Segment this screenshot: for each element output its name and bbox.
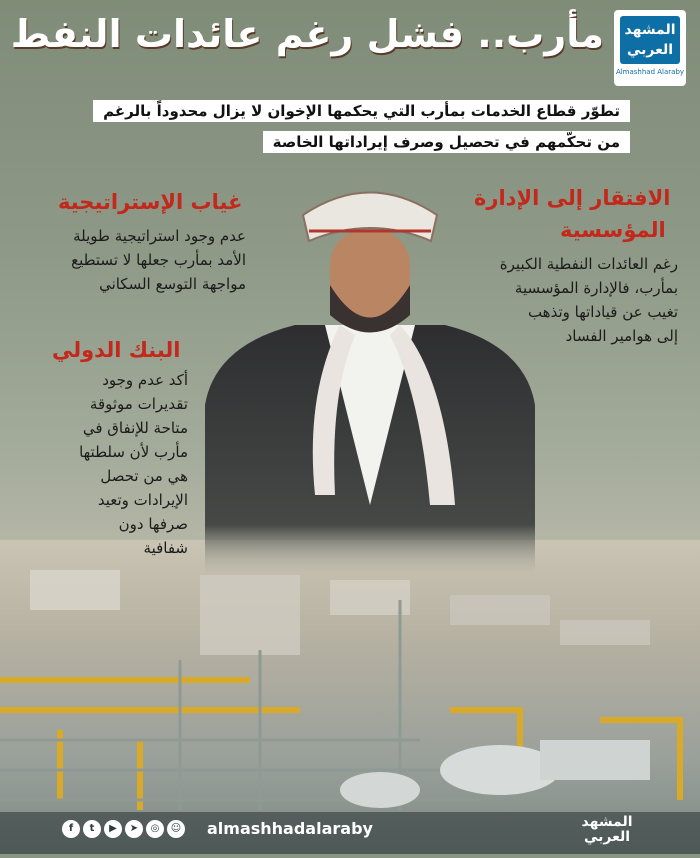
twitter-icon[interactable]: t [83, 820, 101, 838]
institutional-line: إلى هوامير الفساد [565, 327, 678, 345]
background-oil-facility [0, 540, 700, 854]
subtitle-line-1: تطوّر قطاع الخدمات بمأرب التي يحكمها الإخوان لا يزال محدوداً بالرغم [93, 100, 630, 122]
world-bank-line: مأرب لأن سلطتها [79, 443, 188, 461]
subtitle-line-2: من تحكّمهم في تحصيل وصرف إيراداتها الخاصة [263, 131, 630, 153]
portrait-figure [205, 175, 535, 575]
social-handle[interactable]: almashhadalaraby [207, 819, 373, 838]
page-title: مأرب.. فشل رغم عائدات النفط [10, 12, 604, 56]
snapchat-icon[interactable]: ☺ [167, 820, 185, 838]
social-icons [62, 820, 185, 838]
brand-logo-latin: Almashhad Alaraby [615, 68, 685, 76]
footer-brand-logo: المشهد العربي [581, 814, 633, 845]
oil-facility-illustration [0, 540, 700, 854]
world-bank-line: أكد عدم وجود [102, 371, 188, 389]
instagram-icon[interactable]: ◎ [146, 820, 164, 838]
world-bank-line: صرفها دون [118, 515, 188, 533]
strategy-line: عدم وجود استراتيجية طويلة [73, 227, 246, 245]
telegram-icon[interactable]: ➤ [125, 820, 143, 838]
youtube-icon[interactable]: ▶ [104, 820, 122, 838]
institutional-heading-line-1: الافتقار إلى الإدارة [474, 186, 671, 210]
brand-logo [614, 10, 686, 86]
institutional-line: رغم العائدات النفطية الكبيرة [499, 255, 678, 273]
world-bank-line: متاحة للإنفاق في [82, 419, 188, 437]
world-bank-line: تقديرات موثوقة [89, 395, 188, 413]
strategy-heading: غياب الإستراتيجية [58, 190, 243, 214]
strategy-line: الأمد بمأرب جعلها لا تستطيع [71, 251, 246, 269]
world-bank-line: الإيرادات وتعيد [97, 491, 188, 509]
institutional-text [440, 252, 678, 348]
world-bank-line: هي من تحصل [100, 467, 188, 485]
world-bank-heading: البنك الدولي [52, 338, 181, 362]
brand-logo-mark: المشهد العربي [620, 16, 680, 64]
facebook-icon[interactable]: f [62, 820, 80, 838]
institutional-line: بمأرب، فالإدارة المؤسسية [514, 279, 678, 297]
world-bank-text [60, 368, 188, 560]
strategy-text [20, 224, 246, 296]
institutional-line: تغيب عن قياداتها وتذهب [527, 303, 678, 321]
institutional-heading-line-2: المؤسسية [560, 218, 666, 242]
strategy-line: مواجهة التوسع السكاني [99, 275, 246, 293]
world-bank-line: شفافية [143, 539, 188, 557]
